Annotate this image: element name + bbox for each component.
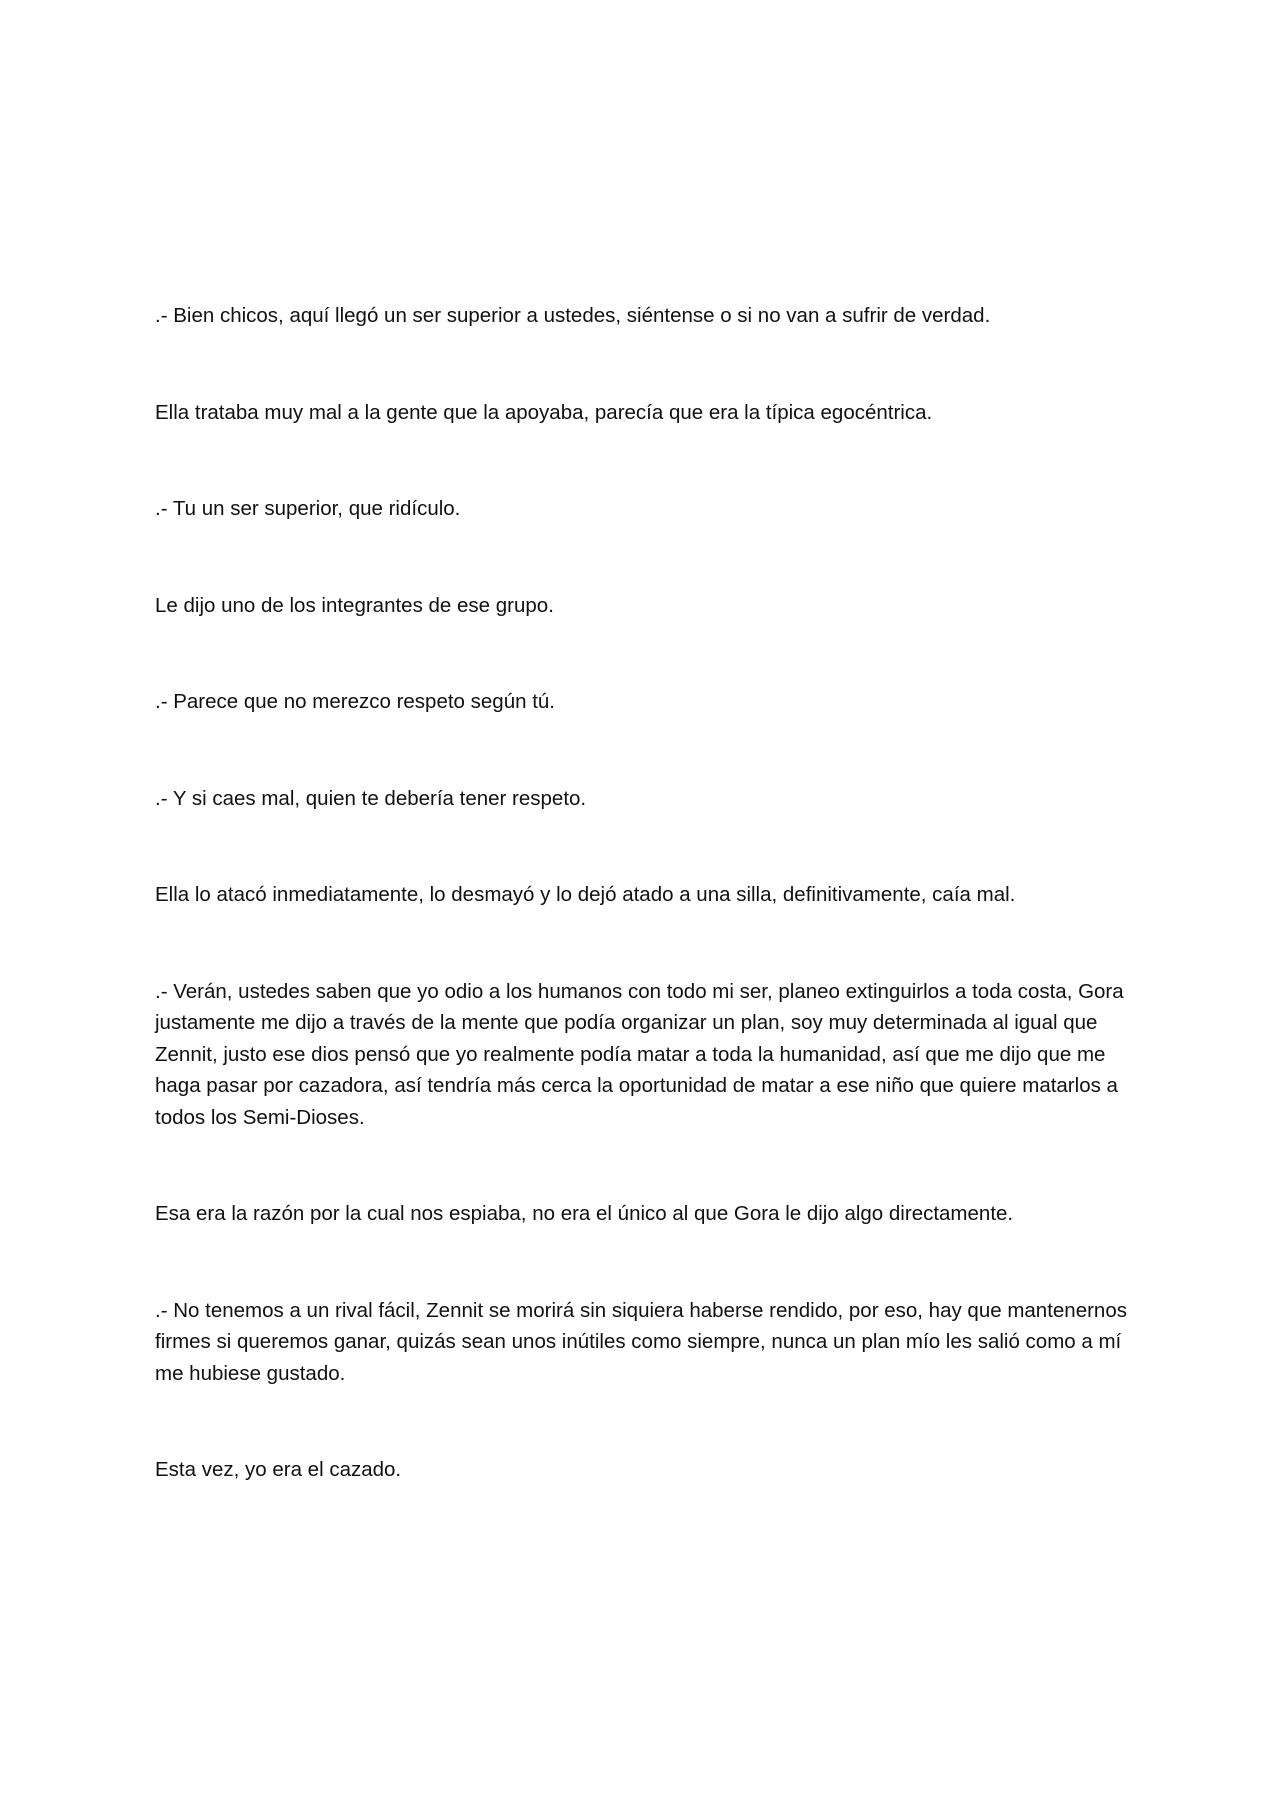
paragraph-9: Esa era la razón por la cual nos espiaba, no era el único al que Gora le dijo algo directamente. (155, 1202, 1014, 1225)
paragraph-2: Ella trataba muy mal a la gente que la apoyaba, parecía que era la típica egocéntrica. (155, 400, 933, 424)
paragraph-8: .- Verán, ustedes saben que yo odio a los humanos con todo mi ser, planeo extinguirlos a toda costa, Gora justamente me dijo a través de la mente que podía organizar un plan, soy muy determinada al igual que Zennit, justo ese dios pensó que yo realmente podía matar a toda la humanidad, así que me dijo que me haga pasar por cazadora, así tendría más cerca la oportunidad de matar a ese niño que quiere matarlos a todos los Semi-Dioses. (155, 979, 1124, 1129)
document-body (155, 300, 1135, 1486)
paragraph-10: .- No tenemos a un rival fácil, Zennit se morirá sin siquiera haberse rendido, por eso, hay que mantenernos firmes si queremos ganar, quizás sean unos inútiles como siempre, nunca un plan mío les salió como a mí me hubiese gustado. (155, 1298, 1127, 1385)
paragraph-1: .- Bien chicos, aquí llegó un ser superior a ustedes, siéntense o si no van a sufrir de verdad. (155, 304, 991, 327)
paragraph-11: Esta vez, yo era el cazado. (155, 1458, 402, 1481)
paragraph-7: Ella lo atacó inmediatamente, lo desmayó y lo dejó atado a una silla, definitivamente, caía mal. (155, 883, 1016, 906)
paragraph-6: .- Y si caes mal, quien te debería tener respeto. (155, 786, 587, 810)
paragraph-5: .- Parece que no merezco respeto según tú. (155, 690, 555, 713)
paragraph-3: .- Tu un ser superior, que ridículo. (155, 497, 461, 520)
paragraph-4: Le dijo uno de los integrantes de ese grupo. (155, 593, 554, 617)
